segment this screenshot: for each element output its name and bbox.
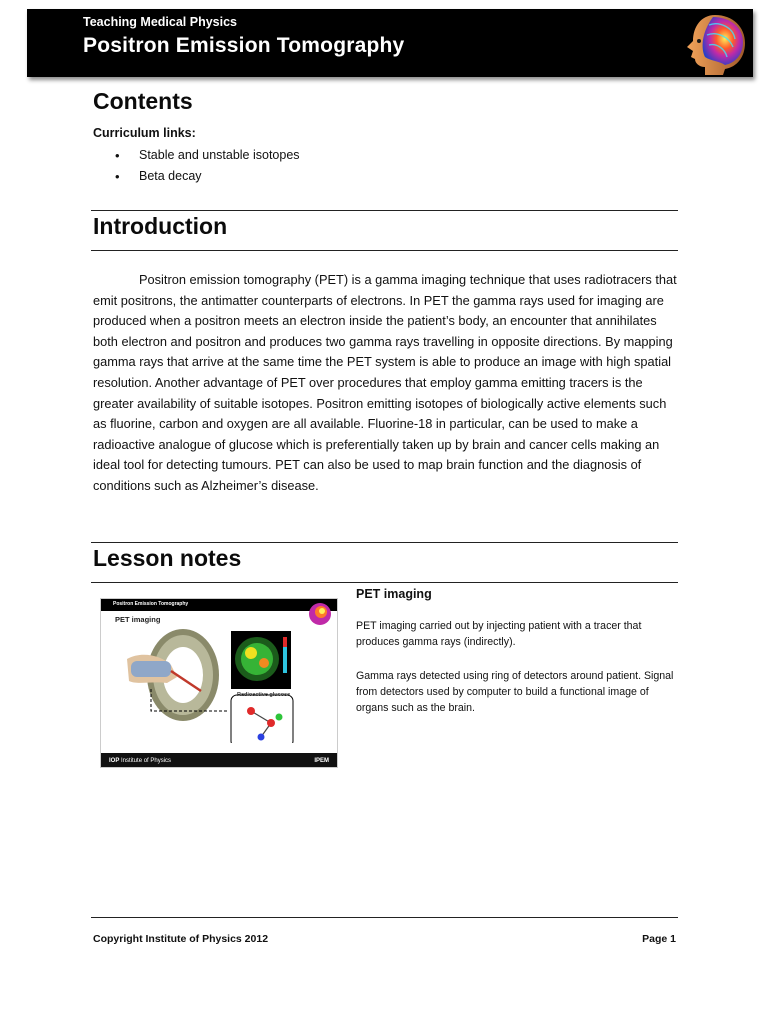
header-banner xyxy=(27,9,753,77)
slide-subtitle: PET imaging xyxy=(115,615,161,624)
slide-footer-left xyxy=(109,758,171,764)
slide-footer-right: IPEM xyxy=(314,758,329,764)
section-divider xyxy=(91,582,678,583)
contents-heading: Contents xyxy=(93,88,193,114)
slide-header-bar xyxy=(101,599,337,611)
section-divider xyxy=(91,210,678,211)
iop-logo-text: IOP xyxy=(109,758,120,764)
bullet-icon: • xyxy=(115,169,120,184)
section-divider xyxy=(91,542,678,543)
introduction-heading: Introduction xyxy=(93,213,228,239)
lesson-paragraph: Gamma rays detected using ring of detectors around patient. Signal from detectors used by computer to build a functional image of organs such as the brain. xyxy=(356,670,674,714)
slide-brain-logo-icon xyxy=(307,601,333,627)
page-number: Page 1 xyxy=(642,933,676,945)
pet-slide-thumbnail xyxy=(100,598,338,768)
bullet-text: Stable and unstable isotopes xyxy=(139,148,300,162)
curriculum-bullet-list xyxy=(93,146,300,188)
slide-radioactive-label: Radioactive glucose xyxy=(237,692,291,698)
lesson-notes-heading: Lesson notes xyxy=(93,545,242,571)
curriculum-links-label: Curriculum links: xyxy=(93,126,196,140)
document-title: Positron Emission Tomography xyxy=(83,34,405,57)
bullet-icon: • xyxy=(115,148,120,163)
list-item xyxy=(93,146,300,167)
bullet-text: Beta decay xyxy=(139,169,202,183)
slide-header-text: Positron Emission Tomography xyxy=(113,601,189,607)
slide-footer-institute: Institute of Physics xyxy=(121,758,172,764)
footer-divider xyxy=(91,917,678,918)
brain-scan-head-icon xyxy=(675,11,749,75)
pet-imaging-subheading: PET imaging xyxy=(356,587,432,601)
header-subtitle: Teaching Medical Physics xyxy=(83,15,237,29)
copyright-text: Copyright Institute of Physics 2012 xyxy=(93,933,269,945)
slide-footer-bar xyxy=(101,753,337,767)
introduction-paragraph: Positron emission tomography (PET) is a gamma imaging technique that uses radiotracers that emit positrons, the antimatter counterparts of electrons. In PET the gamma rays used for imaging are produced when a positron meets an electron inside the patient’s body, an encounter that annihilates both electron and positron and produces two gamma rays travelling in opposite directions. By mapping gamma rays that arrive at the same time the PET system is able to produce an image with high spatial resolution. Another advantage of PET over procedures that employ gamma emitting tracers is the greater availability of suitable isotopes. Positron emitting isotopes of biologically active elements such as fluorine, carbon and oxygen are all available. Fluorine-18 in particular, can be used to make a radioactive analogue of glucose which is preferentially taken up by brain and cancer cells making an ideal tool for detecting tumours. PET can also be used to map brain function and the diagnosis of conditions such as Alzheimer’s disease. xyxy=(93,272,677,493)
list-item xyxy=(93,167,300,188)
lesson-paragraph: PET imaging carried out by injecting patient with a tracer that produces gamma rays (indirectly). xyxy=(356,620,642,648)
pet-scanner-illustration xyxy=(101,625,337,743)
section-divider xyxy=(91,250,678,251)
